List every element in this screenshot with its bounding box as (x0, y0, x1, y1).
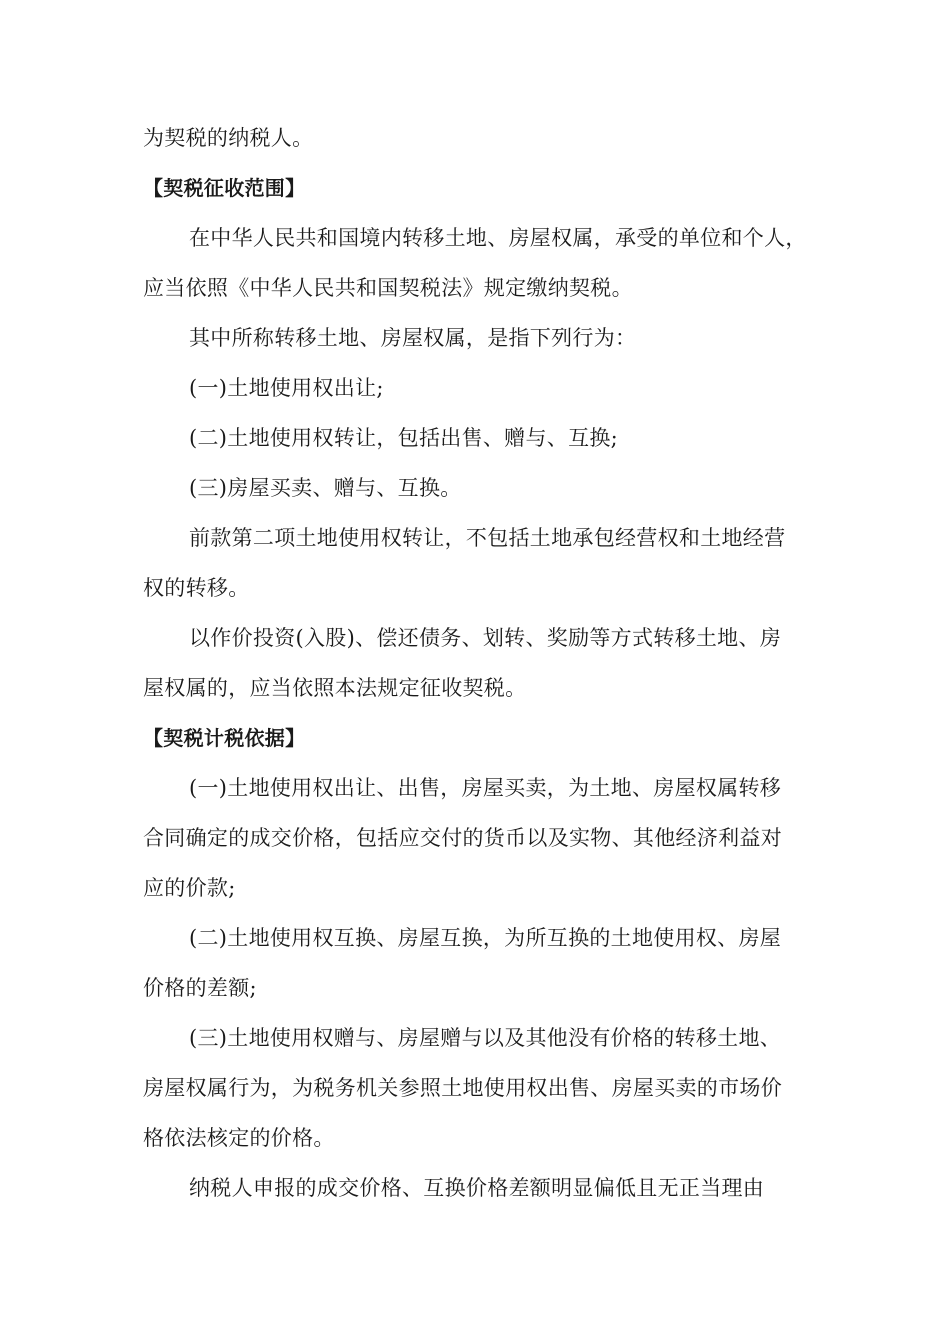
list-item: (三)土地使用权赠与、房屋赠与以及其他没有价格的转移土地、 (189, 1026, 782, 1050)
paragraph-line: 其中所称转移土地、房屋权属，是指下列行为： (189, 326, 637, 350)
paragraph-line: 房屋权属行为，为税务机关参照土地使用权出售、房屋买卖的市场价 (143, 1076, 782, 1100)
section-heading-basis: 【契税计税依据】 (143, 726, 306, 750)
paragraph-line: 纳税人申报的成交价格、互换价格差额明显偏低且无正当理由 (189, 1176, 765, 1200)
paragraph-line: 权的转移。 (143, 576, 250, 600)
paragraph-line: 应的价款; (143, 876, 236, 900)
paragraph-line: 为契税的纳税人。 (143, 126, 314, 150)
paragraph-line: 格依法核定的价格。 (143, 1126, 335, 1150)
list-item: (三)房屋买卖、赠与、互换。 (189, 476, 462, 500)
document-page (143, 113, 811, 1213)
list-item: (二)土地使用权转让，包括出售、赠与、互换; (189, 426, 619, 450)
section-heading-scope: 【契税征收范围】 (143, 176, 306, 200)
paragraph-line: 屋权属的，应当依照本法规定征收契税。 (143, 676, 527, 700)
paragraph-line: 价格的差额; (143, 976, 257, 1000)
paragraph-line: 前款第二项土地使用权转让，不包括土地承包经营权和土地经营 (189, 526, 786, 550)
list-item: (一)土地使用权出让、出售，房屋买卖，为土地、房屋权属转移 (189, 776, 782, 800)
paragraph-line: 以作价投资(入股)、偿还债务、划转、奖励等方式转移土地、房 (189, 626, 782, 650)
paragraph-line: 在中华人民共和国境内转移土地、房屋权属，承受的单位和个人， (189, 226, 807, 250)
paragraph-line: 合同确定的成交价格，包括应交付的货币以及实物、其他经济利益对 (143, 826, 782, 850)
paragraph-line: 应当依照《中华人民共和国契税法》规定缴纳契税。 (143, 276, 633, 300)
list-item: (二)土地使用权互换、房屋互换，为所互换的土地使用权、房屋 (189, 926, 782, 950)
list-item: (一)土地使用权出让; (189, 376, 384, 400)
